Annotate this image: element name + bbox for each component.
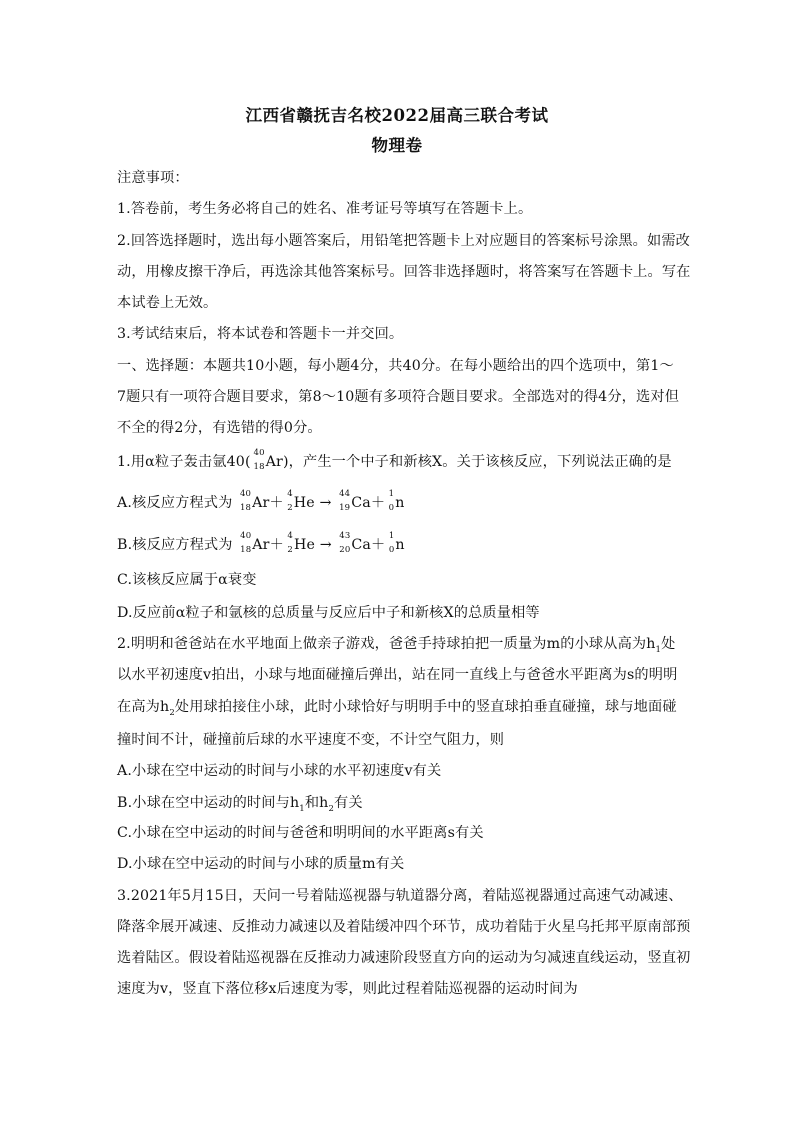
- q2-line-3: 在高为$h_2$处用球拍接住小球，此时小球恰好与明明手中的竖直球拍垂直碰撞，球与地面碰: [117, 699, 677, 718]
- notice-item-3: 3.考试结束后，将本试卷和答题卡一并交回。: [117, 326, 404, 342]
- q1-ar-nuclide: 40 18: [253, 448, 265, 472]
- notice-item-2-line-2: 动，用橡皮擦干净后，再选涂其他答案标号。回答非选择题时，将答案写在答题卡上。写在: [117, 264, 691, 280]
- q1-option-c: C.该核反应属于α衰变: [117, 572, 257, 588]
- q2-option-d: D.小球在空中运动的时间与小球的质量m有关: [117, 856, 405, 872]
- notice-item-2-line-1: 2.回答选择题时，选出每小题答案后，用铅笔把答题卡上对应题目的答案标号涂黑。如需改: [117, 233, 691, 249]
- exam-subtitle: 物理卷: [371, 136, 423, 155]
- notice-item-2-line-3: 本试卷上无效。: [117, 295, 218, 311]
- q1-option-a: A.核反应方程式为 40 18 Ar＋ 4 2 He → 44 19 Ca＋ 1 0 n: [117, 489, 405, 513]
- q3-line-3: 选着陆区。假设着陆巡视器在反推动力减速阶段竖直方向的运动为匀减速直线运动，竖直初: [117, 950, 691, 966]
- q1-option-b: B.核反应方程式为 40 18 Ar＋ 4 2 He → 43 20 Ca＋ 1 0 n: [117, 531, 405, 555]
- q1-stem-b: )，产生一个中子和新核X。关于该核反应，下列说法正确的是: [282, 454, 672, 470]
- q2-line-2: 以水平初速度v拍出，小球与地面碰撞后弹出，站在同一直线上与爸爸水平距离为s的明明: [117, 667, 678, 683]
- q1-stem: 1.用α粒子轰击氩40( 40 18 Ar)，产生一个中子和新核X。关于该核反应，下列说法正确的是: [117, 448, 672, 472]
- q3-line-1: 3.2021年5月15日，天问一号着陆巡视器与轨道器分离，着陆巡视器通过高速气动减速、: [117, 888, 683, 904]
- q3-line-2: 降落伞展开减速、反推动力减速以及着陆缓冲四个环节，成功着陆于火星乌托邦平原南部预: [117, 919, 691, 935]
- exam-title: 江西省赣抚吉名校2022届高三联合考试: [245, 106, 549, 125]
- q2-option-c: C.小球在空中运动的时间与爸爸和明明间的水平距离s有关: [117, 825, 484, 841]
- notice-item-1: 1.答卷前，考生务必将自己的姓名、准考证号等填写在答题卡上。: [117, 201, 533, 217]
- q1-option-d: D.反应前α粒子和氩核的总质量与反应后中子和新核X的总质量相等: [117, 605, 540, 621]
- q2-option-b: B.小球在空中运动的时间与$h_1$和$h_2$有关: [117, 795, 363, 814]
- reaction-arrow: →: [319, 537, 332, 553]
- section1-line-3: 不全的得2分，有选错的得0分。: [117, 420, 322, 436]
- q2-line-1: 2.明明和爸爸站在水平地面上做亲子游戏，爸爸手持球拍把一质量为m的小球从高为$h_1$处: [117, 636, 676, 655]
- q3-line-4: 速度为v，竖直下落位移x后速度为零，则此过程着陆巡视器的运动时间为: [117, 981, 578, 997]
- section1-line-1: 一、选择题：本题共10小题，每小题4分，共40分。在每小题给出的四个选项中，第1～: [117, 358, 674, 374]
- section1-line-2: 7题只有一项符合题目要求，第8～10题有多项符合题目要求。全部选对的得4分，选对但: [117, 389, 680, 405]
- reaction-arrow: →: [319, 495, 332, 511]
- q2-option-a: A.小球在空中运动的时间与小球的水平初速度v有关: [117, 763, 442, 779]
- notice-heading: 注意事项：: [117, 170, 189, 186]
- q2-line-4: 撞时间不计，碰撞前后球的水平速度不变，不计空气阻力，则: [117, 732, 505, 748]
- q1-stem-a: 1.用α粒子轰击氩40(: [117, 454, 251, 470]
